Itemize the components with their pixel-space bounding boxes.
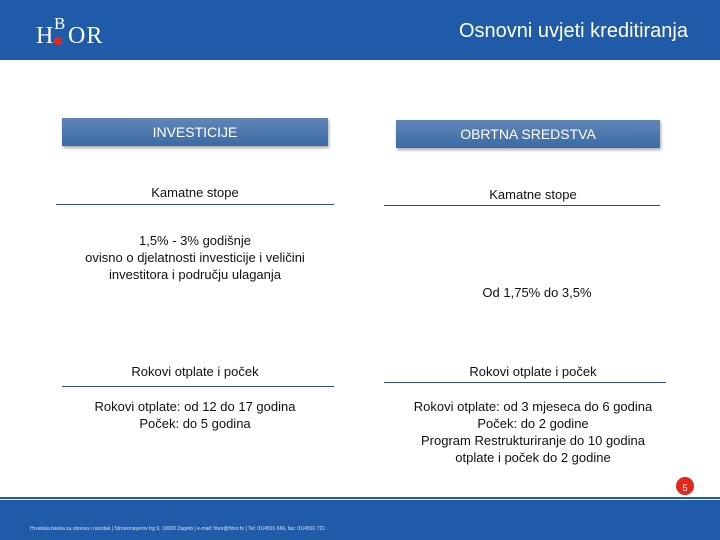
left-terms-line-1: Rokovi otplate: od 12 do 17 godina [94, 399, 296, 414]
right-rates-divider [384, 205, 660, 206]
header-bar [0, 0, 720, 60]
footer-bar [0, 500, 720, 540]
right-rates-label: Kamatne stope [489, 187, 577, 202]
right-terms-line-4: otplate i poček do 2 godine [455, 450, 611, 465]
right-terms-line-1: Rokovi otplate: od 3 mjeseca do 6 godina [413, 399, 653, 414]
logo-letter-b: B [54, 14, 66, 33]
left-rates-line-1: 1,5% - 3% godišnje [138, 233, 251, 248]
left-terms-divider [62, 386, 334, 387]
right-terms-divider [384, 382, 666, 383]
left-terms-label: Rokovi otplate i poček [131, 364, 259, 379]
footer-contact-text: Hrvatska banka za obnovu i razvitak | Strossmayerov trg 9, 10000 Zagreb | e-mail: hbor@hbor.hr | Tel: 01/4591 666, fax: 01/4591 721 [30, 526, 326, 532]
right-terms-line-2: Poček: do 2 godine [477, 416, 589, 431]
left-rates-line-2: ovisno o djelatnosti investicije i veličini [85, 250, 305, 265]
investicije-box: INVESTICIJE [62, 118, 328, 146]
left-terms-line-2: Poček: do 5 godina [139, 416, 251, 431]
logo-letter-h: H [36, 23, 55, 49]
right-terms-label: Rokovi otplate i poček [469, 364, 597, 379]
right-terms-line-3: Program Restrukturiranje do 10 godina [420, 433, 645, 448]
footer-divider [0, 497, 720, 499]
right-terms-text [384, 398, 682, 466]
left-terms-text [56, 398, 334, 432]
left-rates-divider [56, 204, 334, 205]
left-rates-label: Kamatne stope [151, 185, 239, 200]
hbor-logo [36, 14, 116, 48]
left-rates-text [56, 232, 334, 283]
page-number-badge: 5 [674, 475, 696, 497]
logo-letters-or: OR [68, 23, 104, 49]
logo-dot-icon [54, 37, 62, 45]
left-rates-line-3: investitora i području ulaganja [109, 267, 281, 282]
right-rates-value: Od 1,75% do 3,5% [482, 285, 592, 300]
slide-title: Osnovni uvjeti kreditiranja [459, 20, 688, 42]
obrtna-sredstva-box: OBRTNA SREDSTVA [396, 120, 660, 148]
